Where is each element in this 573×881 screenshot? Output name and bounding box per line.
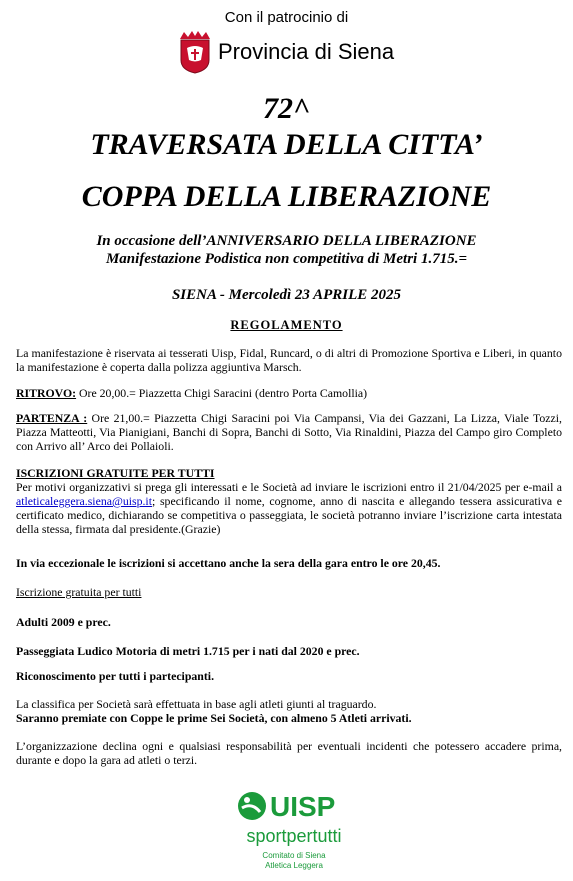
comitato-line-2: Atletica Leggera [265,861,323,870]
comitato-line-1: Comitato di Siena [262,851,326,860]
province-logo [178,30,394,74]
iscrizione-gratuita-text: Iscrizione gratuita per tutti [16,585,142,599]
intro-paragraph: La manifestazione è riservata ai tesserati Uisp, Fidal, Runcard, o di altri di Promozione Sportiva e Liberi, in quanto la manifestazione è coperta dalla polizza aggiuntiva Marsch. [16,346,562,374]
adulti-text: Adulti 2009 e prec. [16,615,111,629]
comitato-text [229,851,359,871]
iscrizioni-text-2: ; specificando il nome, cognome, anno di nascita e allegando tessera assicurativa e certificato medico, dichiarando se competitiva o passeggiata, le società potranno inviare l’iscrizione carta intestata della stessa, firmata dal presidente.(Grazie) [16,494,562,536]
siena-crest-icon [178,30,212,74]
riconoscimento-text: Riconoscimento per tutti i partecipanti. [16,669,215,683]
partenza-label: PARTENZA : [16,411,88,425]
event-date: SIENA - Mercoledì 23 APRILE 2025 [171,287,402,303]
classifica-text: La classifica per Società sarà effettuata in base agli atleti giunti al traguardo. [16,697,377,711]
event-title: TRAVERSATA DELLA CITTA’ [90,128,483,161]
regolamento-heading: REGOLAMENTO [230,318,343,332]
iscrizioni-heading [16,466,562,480]
uisp-logo-text: UISP [270,791,336,822]
iscrizioni-label: ISCRIZIONI GRATUITE PER TUTTI [16,466,215,480]
edition-number: 72^ [262,92,311,125]
ritrovo-text: Ore 20,00.= Piazzetta Chigi Saracini (dentro Porta Camollia) [76,386,368,400]
declina-paragraph: L’organizzazione declina ogni e qualsiasi responsabilità per eventuali incidenti che potessero accadere prima, durante e dopo la gara ad atleti o terzi. [16,739,562,767]
ritrovo-paragraph [16,386,562,400]
uisp-logo-icon [230,788,360,828]
occasion-line: In occasione dell’ANNIVERSARIO DELLA LIBERAZIONE [96,233,477,249]
province-name: Provincia di Siena [218,39,395,64]
event-type-line: Manifestazione Podistica non competitiva di Metri 1.715.= [105,251,468,267]
iscrizioni-text-1: Per motivi organizzativi si prega gli interessati e le Società ad inviare le iscrizioni entro il 21/04/2025 per e-mail a [16,480,562,494]
passeggiata-text: Passeggiata Ludico Motoria di metri 1.715 per i nati dal 2020 e prec. [16,644,360,658]
ritrovo-label: RITROVO: [16,386,77,400]
partenza-paragraph [16,411,562,453]
partenza-text: Ore 21,00.= Piazzetta Chigi Saracini poi Via Campansi, Via dei Gazzani, La Lizza, Viale Tozzi, Piazza Matteotti, Via Pianigiani, Banchi di Sopra, Banchi di Sotto, Via Rinaldini, Piazza del Campo giro Completo con Arrivo all’ Arco dei Pollaioli. [16,411,562,453]
patronage-text: Con il patrocinio di [224,9,349,26]
sportpertutti-text: sportpertutti [246,826,342,846]
premiate-text: Saranno premiate con Coppe le prime Sei Società, con almeno 5 Atleti arrivati. [16,711,412,725]
event-subtitle: COPPA DELLA LIBERAZIONE [81,180,492,213]
email-link[interactable]: atleticaleggera.siena@uisp.it [16,494,152,508]
eccezione-text: In via eccezionale le iscrizioni si accettano anche la sera della gara entro le ore 20,45. [16,556,441,570]
iscrizioni-paragraph [16,480,562,536]
